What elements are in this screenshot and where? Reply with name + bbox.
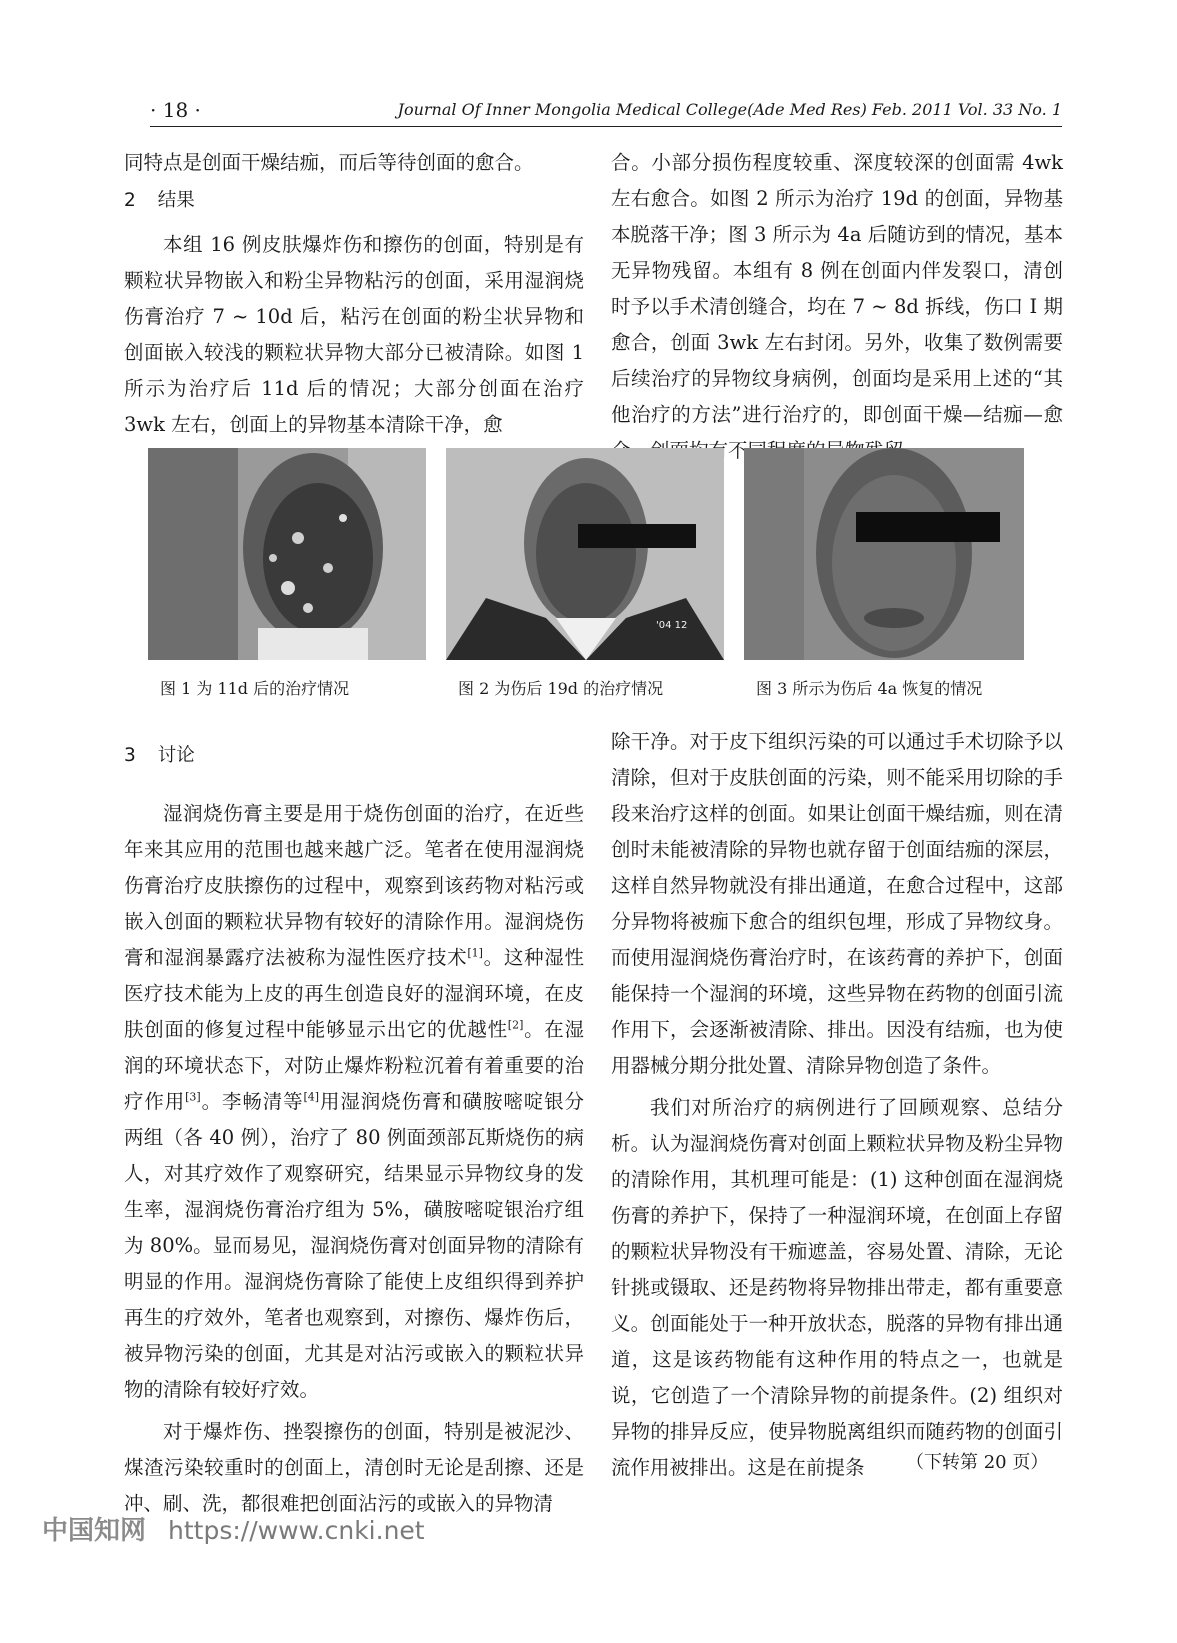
citation-ref: [1]: [467, 946, 483, 960]
continued-paragraph: 同特点是创面干燥结痂，而后等待创面的愈合。: [124, 151, 534, 174]
figure-3-caption: 图 3 所示为伤后 4a 恢复的情况: [756, 679, 983, 698]
section-title: 结果: [157, 190, 195, 211]
cnki-url: https://www.cnki.net: [168, 1516, 425, 1545]
text-run: 湿润烧伤膏主要是用于烧伤创面的治疗，在近些年来其应用的范围也越来越广泛。笔者在使用湿润烧伤膏治疗皮肤擦伤的过程中，观察到该药物对粘污或嵌入创面的颗粒状异物有较好的清除作用。湿润烧伤膏和湿润暴露疗法被称为湿性医疗技术: [124, 802, 584, 969]
cnki-watermark: [42, 1510, 425, 1547]
continued-on-note: （下转第 20 页）: [906, 1452, 1049, 1473]
section-heading-results: [124, 183, 584, 219]
section-title: 讨论: [157, 745, 195, 766]
text-run: 用湿润烧伤膏和磺胺嘧啶银分两组（各 40 例），治疗了 80 例面颈部瓦斯烧伤的病人，对其疗效作了观察研究，结果显示异物纹身的发生率，湿润烧伤膏治疗组为 5%，磺胺嘧啶银治疗组为 80%。显而易见，湿润烧伤膏对创面异物的清除有明显的作用。湿润烧伤膏除了能使上皮组织得到养护再生的疗效外，笔者也观察到，对擦伤、爆炸伤后，被异物污染的创面，尤其是对沾污或嵌入的颗粒状异物的清除有较好疗效。: [124, 1090, 584, 1401]
citation-ref: [2]: [507, 1018, 524, 1032]
page-number: · 18 ·: [150, 98, 201, 122]
results-paragraph: 本组 16 例皮肤爆炸伤和擦伤的创面，特别是有颗粒状异物嵌入和粉尘异物粘污的创面，采用湿润烧伤膏治疗 7 ~ 10d 后，粘污在创面的粉尘状异物和创面嵌入较浅的颗粒状异物大部分已被清除。如图 1 所示为治疗后 11d 后的情况；大部分创面在治疗 3wk 左右，创面上的异物基本清除干净，愈: [124, 233, 584, 436]
column-bottom-right: [611, 724, 1063, 1486]
figure-1-caption: 图 1 为 11d 后的治疗情况: [160, 679, 350, 698]
citation-ref: [4]: [303, 1090, 320, 1104]
text-run: 。在湿润的环境状态下，对防止爆炸粉粒沉着有着重要的治疗作用: [124, 1018, 584, 1113]
text-run: 。这种湿性医疗技术能为上皮的再生创造良好的湿润环境，在皮肤创面的修复过程中能够显示出它的优越性: [124, 946, 584, 1041]
section-number: 3: [124, 745, 136, 766]
column-top-right: [611, 145, 1063, 469]
header-rule: [150, 126, 1062, 127]
section-number: 2: [124, 190, 136, 211]
figure-2-caption: 图 2 为伤后 19d 的治疗情况: [458, 679, 664, 698]
cnki-logo-text: 中国知网: [42, 1516, 147, 1546]
figure-1-photo: [148, 448, 426, 660]
citation-ref: [3]: [185, 1090, 201, 1104]
discussion-paragraph-2: 对于爆炸伤、挫裂擦伤的创面，特别是被泥沙、煤渣污染较重时的创面上，清创时无论是刮擦、还是冲、刷、洗，都很难把创面沾污的或嵌入的异物清: [124, 1420, 584, 1515]
discussion-paragraph-2-continued: 除干净。对于皮下组织污染的可以通过手术切除予以清除，但对于皮肤创面的污染，则不能采用切除的手段来治疗这样的创面。如果让创面干燥结痂，则在清创时未能被清除的异物也就存留于创面结痂的深层，这样自然异物就没有排出通道，在愈合过程中，这部分异物将被痂下愈合的组织包埋，形成了异物纹身。而使用湿润烧伤膏治疗时，在该药膏的养护下，创面能保持一个湿润的环境，这些异物在药物的创面引流作用下，会逐渐被清除、排出。因没有结痂，也为使用器械分期分批处置、清除异物创造了条件。: [611, 730, 1063, 1077]
text-run: 。李畅清等: [200, 1090, 304, 1113]
section-heading-discussion: [124, 738, 584, 774]
discussion-paragraph-3: 我们对所治疗的病例进行了回顾观察、总结分析。认为湿润烧伤膏对创面上颗粒状异物及粉尘异物的清除作用，其机理可能是：(1) 这种创面在湿润烧伤膏的养护下，保持了一种湿润环境，在创面上存留的颗粒状异物没有干痂遮盖，容易处置、清除，无论针挑或镊取、还是药物将异物排出带走，都有重要意义。创面能处于一种开放状态，脱落的异物有排出通道，这是该药物能有这种作用的特点之一，也就是说，它创造了一个清除异物的前提条件。(2) 组织对异物的排异反应，使异物脱离组织而随药物的创面引流作用被排出。这是在前提条: [611, 1096, 1063, 1479]
svg-text:'04 12: '04 12: [656, 620, 688, 631]
column-top-left: [124, 145, 584, 443]
figure-3-photo: [744, 448, 1024, 660]
page-header: [150, 92, 1062, 128]
results-paragraph-continued: 合。小部分损伤程度较重、深度较深的创面需 4wk 左右愈合。如图 2 所示为治疗 19d 的创面，异物基本脱落干净；图 3 所示为 4a 后随访到的情况，基本无异物残留。本组有 8 例在创面内伴发裂口，清创时予以手术清创缝合，均在 7 ~ 8d 拆线，伤口 I 期愈合，创面 3wk 左右封闭。另外，收集了数例需要后续治疗的异物纹身病例，创面均是采用上述的“其他治疗的方法”进行治疗的，即创面干燥—结痂—愈 不: [611, 151, 1063, 462]
discussion-paragraph-1: [124, 796, 584, 1408]
figure-2-photo: [446, 448, 724, 660]
column-bottom-left: [124, 738, 584, 1522]
journal-citation: Journal Of Inner Mongolia Medical College(Ade Med Res) Feb. 2011 Vol. 33 No. 1: [397, 100, 1062, 119]
